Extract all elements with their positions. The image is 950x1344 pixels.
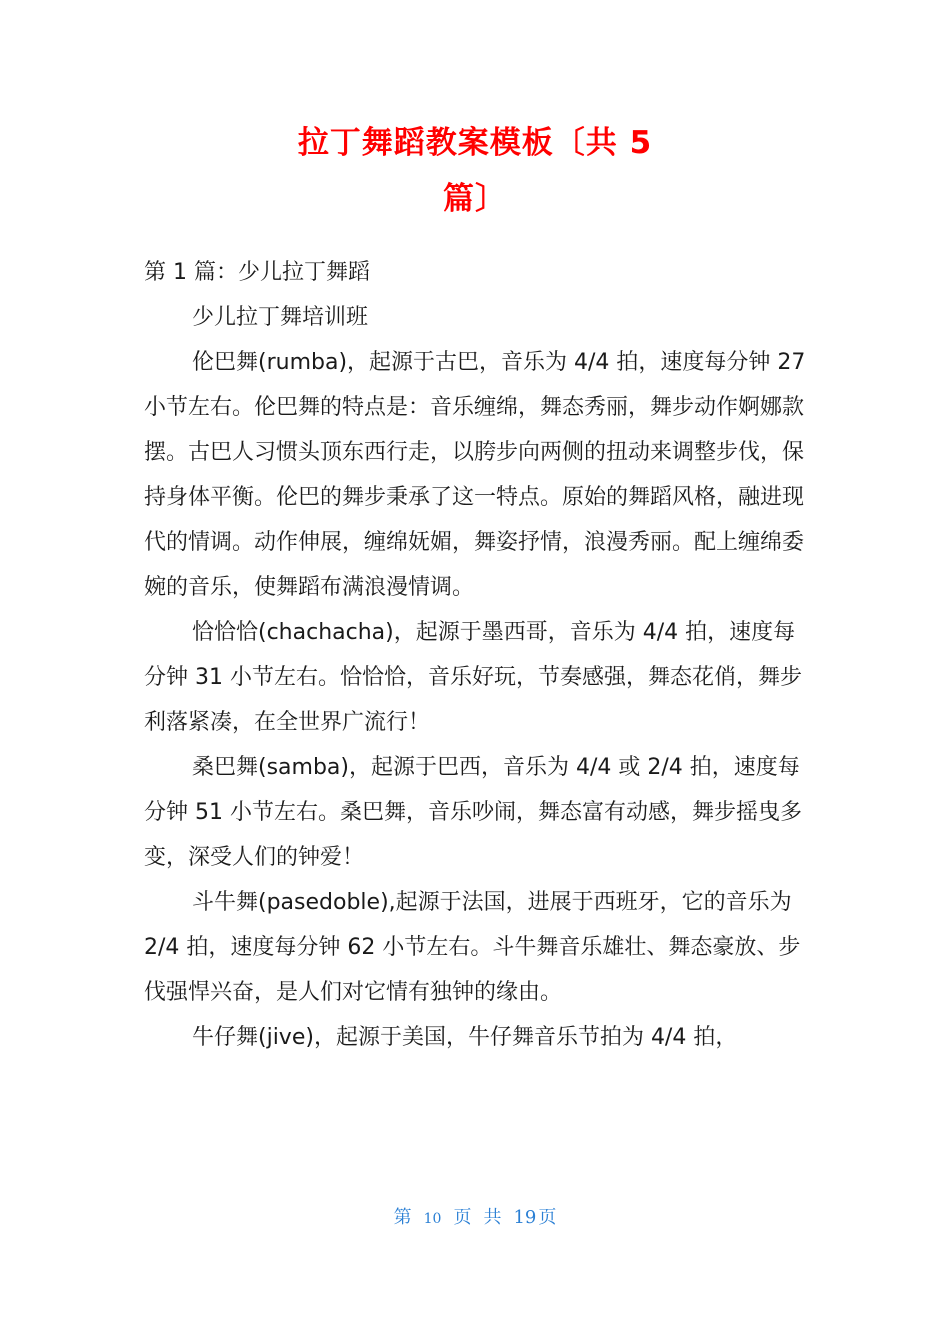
document-body bbox=[144, 250, 806, 1060]
footer-label-gong: 共 bbox=[483, 1207, 502, 1228]
paragraph-rumba: 伦巴舞(rumba)，起源于古巴，音乐为 4/4 拍，速度每分钟 27 小节左右。伦巴舞的特点是：音乐缠绵，舞态秀丽，舞步动作婀娜款摆。古巴人习惯头顶东西行走，以胯步向两侧的扭动来调整步伐，保持身体平衡。伦巴的舞步秉承了这一特点。原始的舞蹈风格，融进现代的情调。动作伸展，缠绵妩媚，舞姿抒情，浪漫秀丽。配上缠绵委婉的音乐，使舞蹈布满浪漫情调。 bbox=[144, 350, 806, 600]
document-title-line-2: 篇〕 bbox=[443, 181, 507, 217]
paragraph-chachacha: 恰恰恰(chachacha)，起源于墨西哥，音乐为 4/4 拍，速度每分钟 31 小节左右。恰恰恰，音乐好玩，节奏感强，舞态花俏，舞步利落紧凑，在全世界广流行！ bbox=[144, 620, 802, 735]
footer-label-di: 第 bbox=[393, 1207, 412, 1228]
paragraph-samba: 桑巴舞(samba)，起源于巴西，音乐为 4/4 或 2/4 拍，速度每分钟 51 小节左右。桑巴舞，音乐吵闹，舞态富有动感，舞步摇曳多变，深受人们的钟爱！ bbox=[144, 755, 802, 870]
paragraph-class-name: 少儿拉丁舞培训班 bbox=[192, 305, 369, 330]
page-footer bbox=[0, 1204, 950, 1233]
section-heading: 第 1 篇：少儿拉丁舞蹈 bbox=[144, 260, 370, 285]
paragraph-pasodoble: 斗牛舞(pasedoble),起源于法国，进展于西班牙，它的音乐为 2/4 拍，速度每分钟 62 小节左右。斗牛舞音乐雄壮、舞态豪放、步伐强悍兴奋，是人们对它情有独钟的缘由。 bbox=[144, 890, 801, 1005]
footer-label-ye-2: 页 bbox=[538, 1207, 557, 1228]
footer-total-pages: 19 bbox=[513, 1207, 537, 1228]
footer-current-page: 10 bbox=[423, 1211, 442, 1227]
footer-label-ye: 页 bbox=[453, 1207, 472, 1228]
paragraph-jive: 牛仔舞(jive)，起源于美国，牛仔舞音乐节拍为 4/4 拍， bbox=[192, 1025, 738, 1050]
document-title-line-1: 拉丁舞蹈教案模板〔共 5 bbox=[297, 125, 653, 161]
